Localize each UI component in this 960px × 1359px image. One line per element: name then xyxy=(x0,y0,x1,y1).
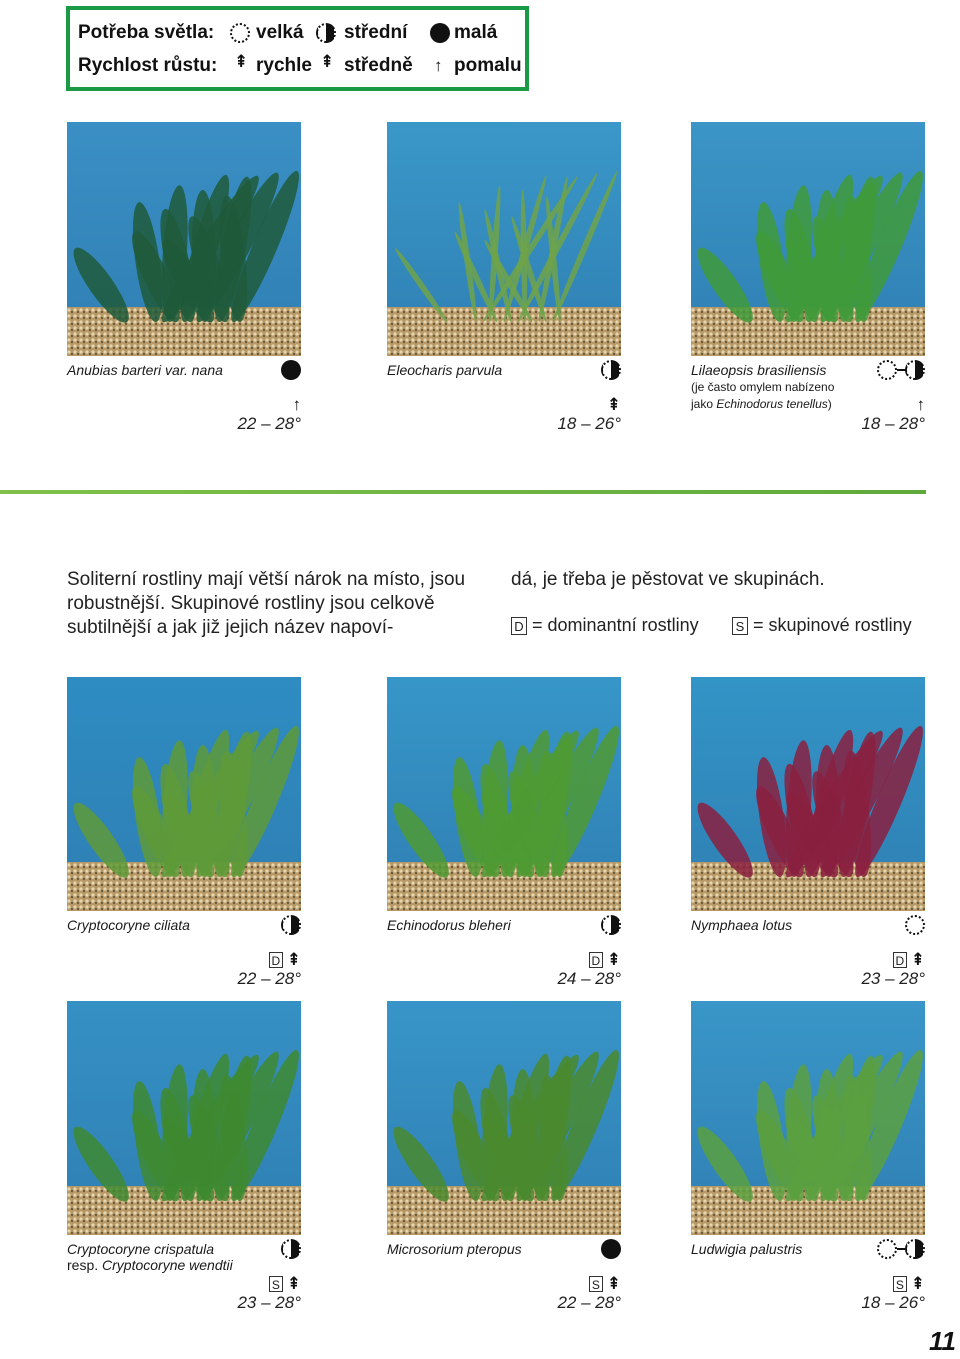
legend-light-small: malá xyxy=(454,22,498,43)
plant-name-text: Microsorium pteropus xyxy=(387,1241,522,1257)
plant-light-indicator xyxy=(601,915,621,935)
light-mid-icon xyxy=(281,915,301,935)
plant-name xyxy=(387,362,502,378)
plant-growth-indicator xyxy=(269,951,301,968)
plant-name-text: Ludwigia palustris xyxy=(691,1241,803,1257)
legend-dominant xyxy=(511,615,699,636)
plant-name-text: Eleocharis parvula xyxy=(387,362,503,378)
light-mid-icon xyxy=(601,915,621,935)
plant-name xyxy=(67,1241,233,1273)
plant-temperature: 22 – 28° xyxy=(237,414,301,433)
light-small-icon xyxy=(601,1239,621,1259)
plant-photo xyxy=(387,1001,621,1235)
legend-growth-slow: pomalu xyxy=(454,55,522,76)
dominant-text: = dominantní rostliny xyxy=(532,615,699,635)
plant-name-text: Nymphaea lotus xyxy=(691,917,793,933)
growth-icon: ⇞ xyxy=(606,950,621,969)
plant-name-text: Cryptocoryne crispatula xyxy=(67,1241,215,1257)
plant-temperature: 18 – 26° xyxy=(557,414,621,433)
plant-note-2: jako Echinodorus tenellus) xyxy=(691,397,832,411)
growth-icon: ⇞ xyxy=(606,395,621,414)
plant-name-text: Lilaeopsis brasiliensis xyxy=(691,362,827,378)
plant-photo xyxy=(691,1001,925,1235)
light-mid-icon xyxy=(281,1239,301,1259)
plant-type-box: D xyxy=(893,952,907,968)
plant-light-indicator xyxy=(281,1239,301,1259)
growth-icon: ↑ xyxy=(916,395,925,414)
plant-growth-indicator xyxy=(589,951,621,968)
legend-growth-fast: rychle xyxy=(256,55,312,76)
growth-icon: ⇞ xyxy=(286,950,301,969)
plant-temperature: 18 – 26° xyxy=(861,1293,925,1312)
plant-type-box: S xyxy=(269,1276,283,1292)
plant-type-box: D xyxy=(269,952,283,968)
plant-light-indicator xyxy=(281,915,301,935)
intro-text-left: Soliterní rostliny mají větší nárok na místo, jsou robustnější. Skupinové rostliny jsou celkově subtilnější a jak již jejich název napoví- xyxy=(67,569,466,638)
growth-icon: ↑ xyxy=(292,395,301,414)
plant-growth-indicator xyxy=(893,951,925,968)
section-divider xyxy=(0,490,926,494)
legend-box xyxy=(66,6,529,91)
light-big-icon xyxy=(905,915,925,935)
light-mid-icon xyxy=(905,360,925,380)
plant-photo xyxy=(67,677,301,911)
growth-icon: ⇞ xyxy=(910,1274,925,1293)
plant-light-indicator xyxy=(905,915,925,935)
plant-growth-indicator xyxy=(917,396,926,413)
plant-photo xyxy=(387,122,621,356)
plant-temperature: 23 – 28° xyxy=(237,1293,301,1312)
plant-name xyxy=(691,1241,802,1257)
light-mid-icon xyxy=(905,1239,925,1259)
plant-name-text: Cryptocoryne ciliata xyxy=(67,917,190,933)
plant-temperature: 18 – 28° xyxy=(861,414,925,433)
light-mid-icon xyxy=(316,23,336,43)
plant-light-indicator xyxy=(877,360,925,380)
plant-photo xyxy=(67,1001,301,1235)
growth-icon: ⇞ xyxy=(286,1274,301,1293)
plant-name xyxy=(387,917,511,933)
growth-icon: ⇞ xyxy=(910,950,925,969)
plant-name xyxy=(67,917,190,933)
plant-temperature: 22 – 28° xyxy=(557,1293,621,1312)
plant-temperature: 23 – 28° xyxy=(861,969,925,988)
legend-group xyxy=(732,615,912,636)
plant-name xyxy=(67,362,223,378)
dominant-box: D xyxy=(511,617,527,635)
plant-light-indicator xyxy=(281,360,301,380)
plant-name xyxy=(691,362,834,412)
growth-fast-icon: ⇞ xyxy=(234,52,249,71)
light-small-icon xyxy=(281,360,301,380)
intro-text-right: dá, je třeba je pěstovat ve skupinách. xyxy=(511,569,825,590)
plant-type-box: S xyxy=(589,1276,603,1292)
light-big-icon xyxy=(230,23,250,43)
plant-growth-indicator xyxy=(607,396,621,413)
group-text: = skupinové rostliny xyxy=(753,615,912,635)
plant-name xyxy=(691,917,792,933)
plant-temperature: 22 – 28° xyxy=(237,969,301,988)
plant-name-text: Anubias barteri var. nana xyxy=(67,362,223,378)
plant-growth-indicator xyxy=(893,1275,925,1292)
growth-mid-icon: ⇞ xyxy=(320,52,335,71)
plant-photo xyxy=(67,122,301,356)
plant-light-indicator xyxy=(601,360,621,380)
group-box: S xyxy=(732,617,748,635)
plant-light-indicator xyxy=(877,1239,925,1259)
legend-growth-label: Rychlost růstu: xyxy=(78,55,218,76)
plant-type-box: S xyxy=(893,1276,907,1292)
page-number: 11 xyxy=(929,1326,956,1356)
plant-photo xyxy=(387,677,621,911)
legend-light-label: Potřeba světla: xyxy=(78,22,215,43)
plant-photo xyxy=(691,677,925,911)
light-mid-icon xyxy=(601,360,621,380)
plant-photo xyxy=(691,122,925,356)
plant-temperature: 24 – 28° xyxy=(557,969,621,988)
legend-growth-mid: středně xyxy=(344,55,413,76)
plant-light-indicator xyxy=(601,1239,621,1259)
legend-light-big: velká xyxy=(256,22,304,43)
plant-growth-indicator xyxy=(293,396,302,413)
legend-light-mid: střední xyxy=(344,22,408,43)
plant-name xyxy=(387,1241,522,1257)
plant-note: resp. Cryptocoryne wendtii xyxy=(67,1257,233,1273)
plant-name-text: Echinodorus bleheri xyxy=(387,917,511,933)
plant-type-box: D xyxy=(589,952,603,968)
plant-growth-indicator xyxy=(589,1275,621,1292)
light-big-icon xyxy=(877,1239,897,1259)
light-big-icon xyxy=(877,360,897,380)
plant-note: (je často omylem nabízeno xyxy=(691,380,835,394)
growth-icon: ⇞ xyxy=(606,1274,621,1293)
growth-slow-icon: ↑ xyxy=(434,56,443,75)
plant-growth-indicator xyxy=(269,1275,301,1292)
light-small-icon xyxy=(430,23,450,43)
